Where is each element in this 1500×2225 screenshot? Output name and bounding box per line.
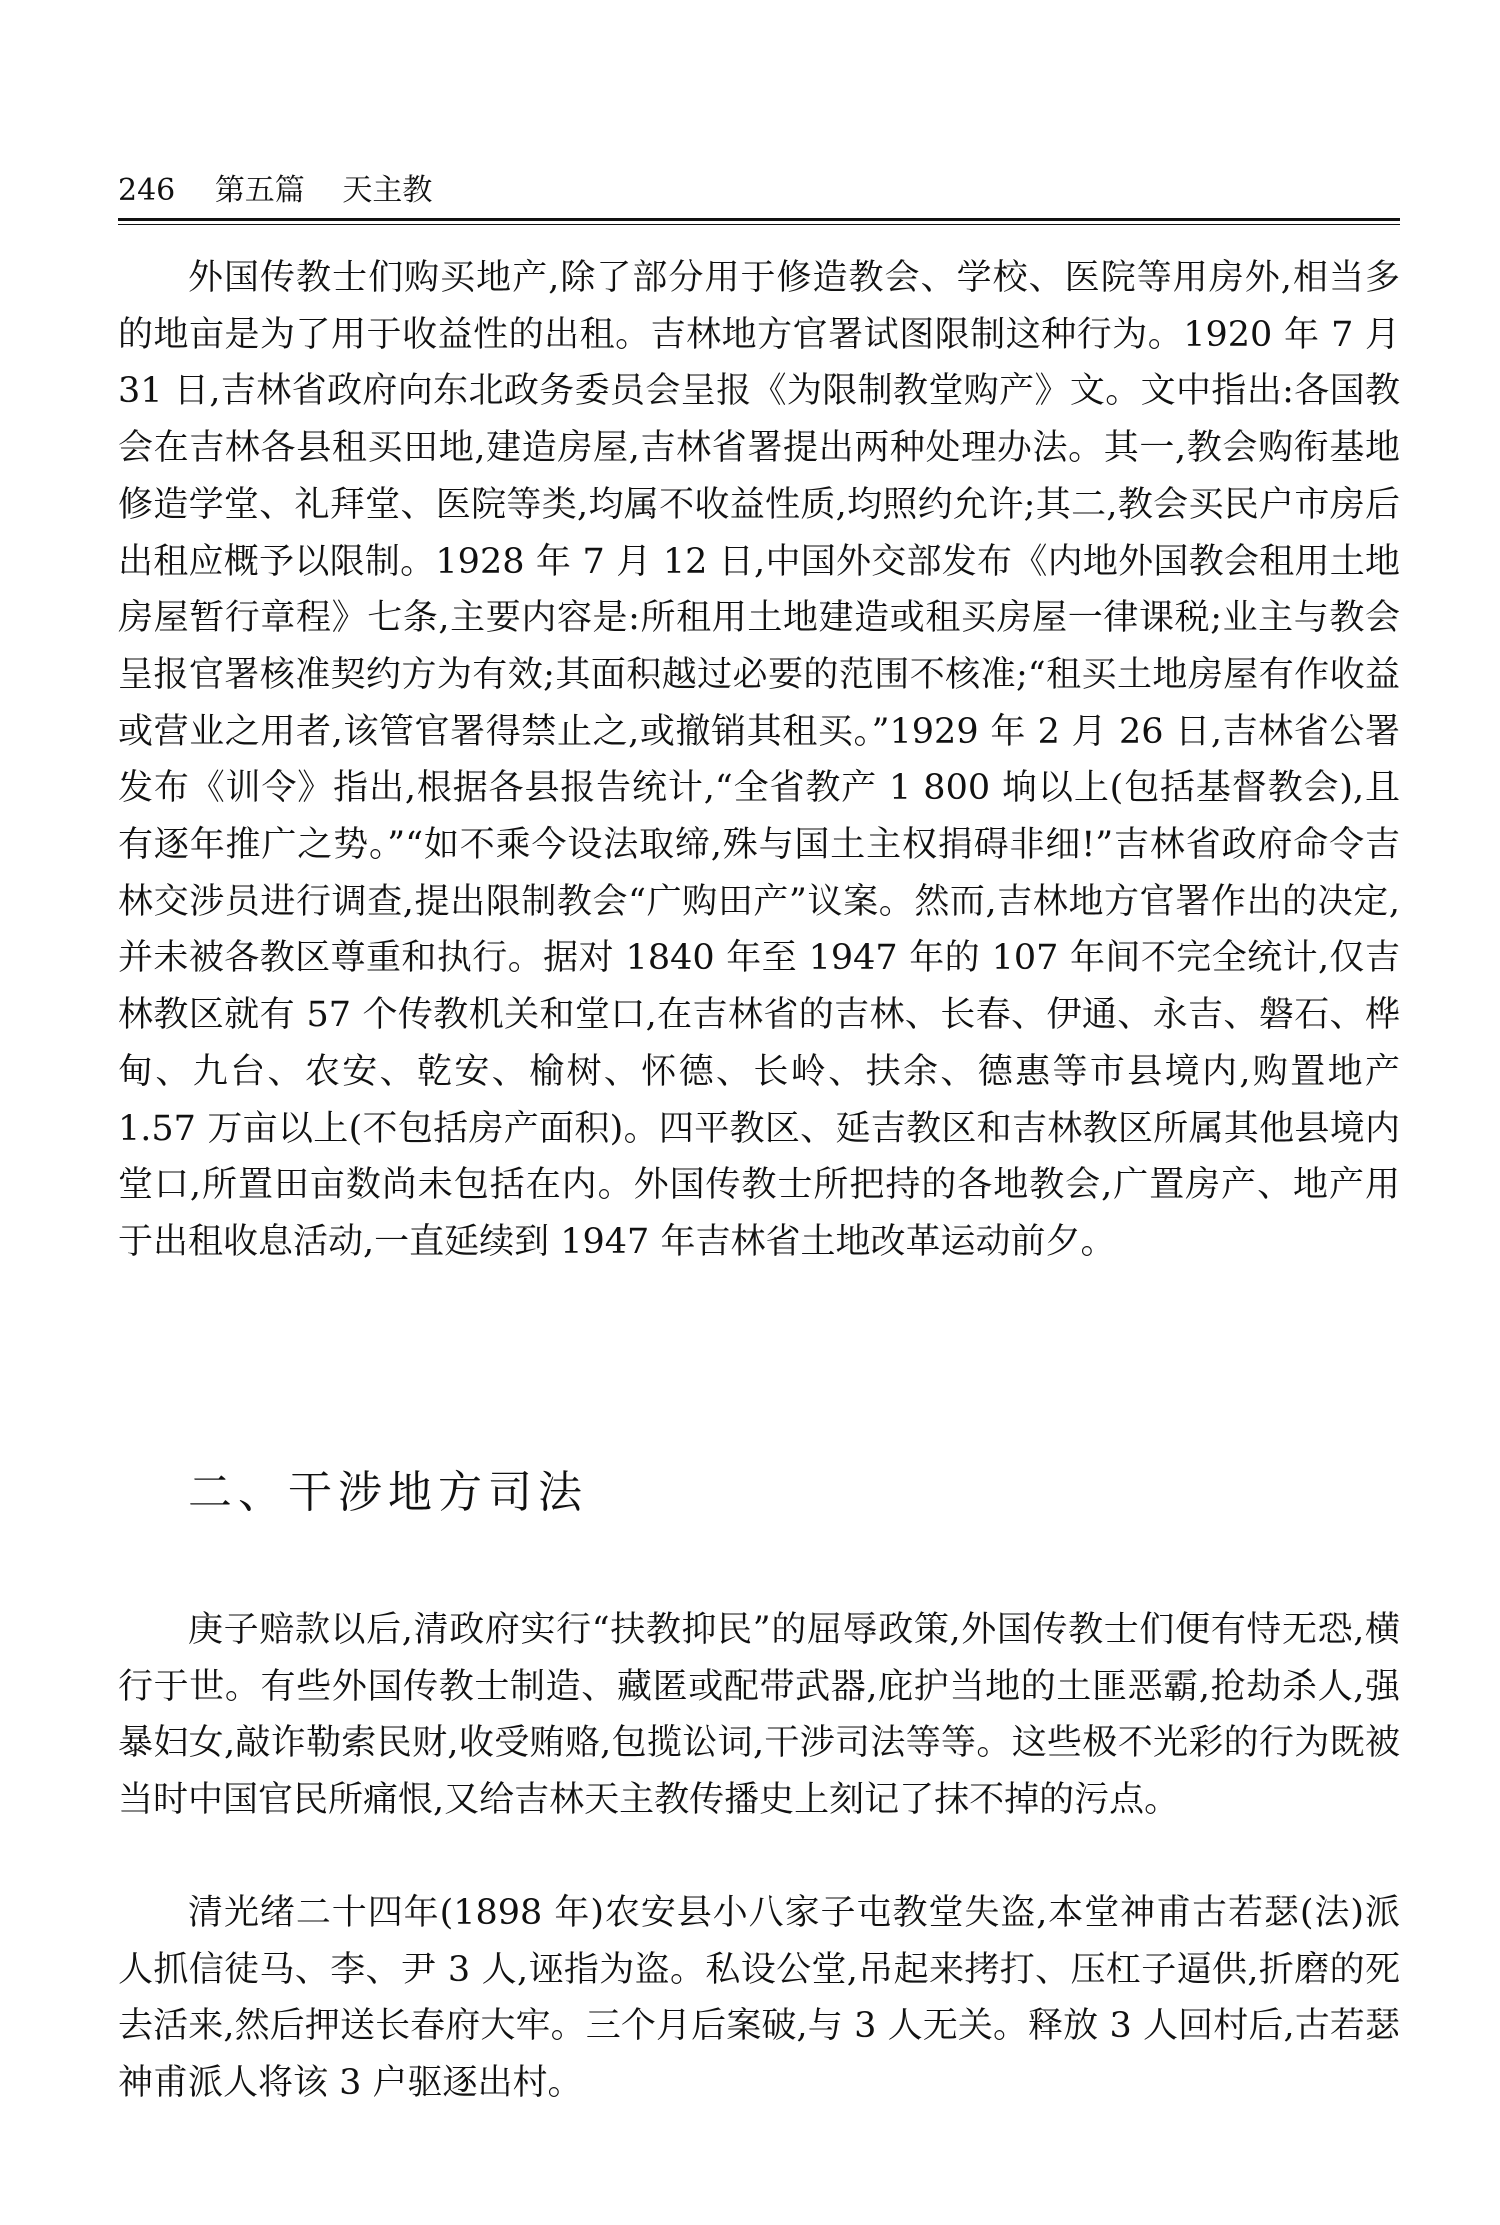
- page-number: 246: [118, 173, 176, 208]
- paragraph-land-purchases: 外国传教士们购买地产,除了部分用于修造教会、学校、医院等用房外,相当多的地亩是为了用于收益性的出租。吉林地方官署试图限制这种行为。1920 年 7 月 31 日,吉林省政府向东北政务委员会呈报《为限制教堂购产》文。文中指出:各国教会在吉林各县租买田地,建造房屋,吉林省署提出两种处理办法。其一,教会购衔基地修造学堂、礼拜堂、医院等类,均属不收益性质,均照约允许;其二,教会买民户市房后出租应概予以限制。1928 年 7 月 12 日,中国外交部发布《内地外国教会租用土地房屋暂行章程》七条,主要内容是:所租用土地建造或租买房屋一律课税;业主与教会呈报官署核准契约方为有效;其面积越过必要的范围不核准;“租买土地房屋有作收益或营业之用者,该管官署得禁止之,或撤销其租买。”1929 年 2 月 26 日,吉林省公署发布《训令》指出,根据各县报告统计,“全省教产 1 800 垧以上(包括基督教会),且有逐年推广之势。”“如不乘今设法取缔,殊与国土主权捐碍非细!”吉林省政府命令吉林交涉员进行调查,提出限制教会“广购田产”议案。然而,吉林地方官署作出的决定,并未被各教区尊重和执行。据对 1840 年至 1947 年的 107 年间不完全统计,仅吉林教区就有 57 个传教机关和堂口,在吉林省的吉林、长春、伊通、永吉、磐石、桦甸、九台、农安、乾安、榆树、怀德、长岭、扶余、德惠等市县境内,购置地产 1.57 万亩以上(不包括房产面积)。四平教区、延吉教区和吉林教区所属其他县境内堂口,所置田亩数尚未包括在内。外国传教士所把持的各地教会,广置房产、地产用于出租收息活动,一直延续到 1947 年吉林省土地改革运动前夕。: [118, 258, 1400, 1262]
- paragraph-judicial-interference: 庚子赔款以后,清政府实行“扶教抑民”的屈辱政策,外国传教士们便有恃无恐,横行于世。有些外国传教士制造、藏匿或配带武器,庇护当地的土匪恶霸,抢劫杀人,强暴妇女,敲诈勒索民财,收受贿赂,包揽讼词,干涉司法等等。这些极不光彩的行为既被当时中国官民所痛恨,又给吉林天主教传播史上刻记了抹不掉的污点。: [118, 1610, 1400, 1821]
- header-rule-thin: [118, 224, 1400, 225]
- header-title: 天主教: [342, 173, 433, 208]
- part-label: 第五篇: [214, 173, 305, 208]
- section-heading: 二、干涉地方司法: [188, 1467, 588, 1518]
- header-rule: [118, 218, 1400, 221]
- paragraph-nongan-case: 清光绪二十四年(1898 年)农安县小八家子屯教堂失盗,本堂神甫古若瑟(法)派人抓信徒马、李、尹 3 人,诬指为盗。私设公堂,吊起来拷打、压杠子逼供,折磨的死去活来,然后押送长春府大牢。三个月后案破,与 3 人无关。释放 3 人回村后,古若瑟神甫派人将该 3 户驱逐出村。: [118, 1893, 1400, 2104]
- running-header: [118, 168, 1400, 214]
